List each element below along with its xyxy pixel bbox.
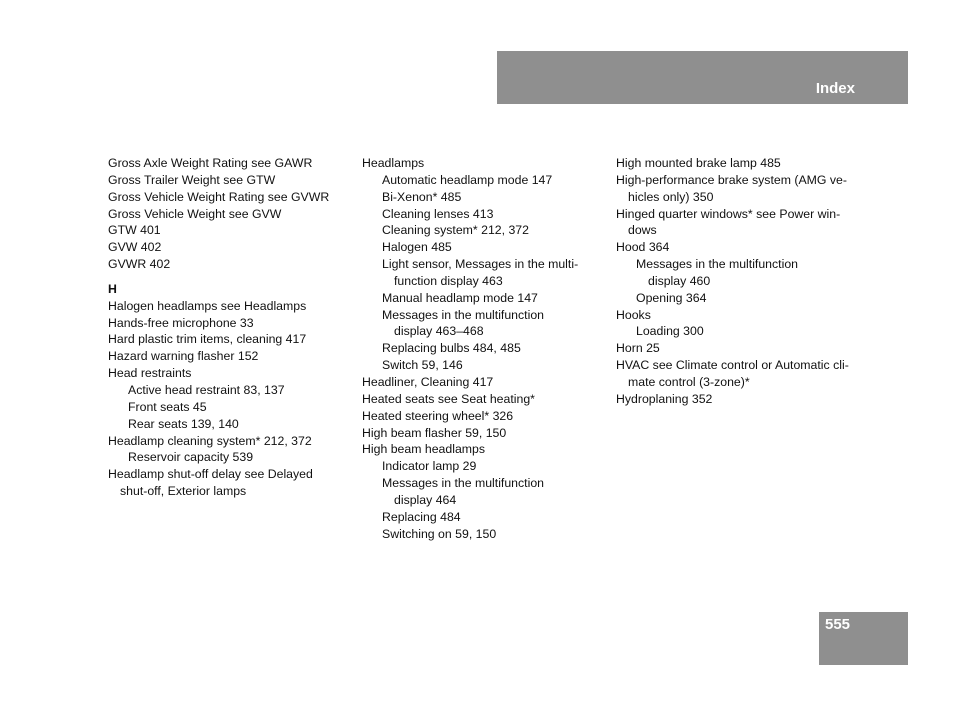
- index-subentry: display 460: [648, 273, 711, 288]
- index-entry: Hard plastic trim items, cleaning 417: [108, 332, 307, 347]
- index-subentry: Messages in the multifunction: [382, 307, 544, 322]
- index-entry: Headlamp cleaning system* 212, 372: [108, 433, 312, 448]
- index-subentry: Automatic headlamp mode 147: [382, 172, 553, 187]
- index-subentry: display 464: [394, 492, 457, 507]
- index-entry: Headliner, Cleaning 417: [362, 374, 494, 389]
- index-subentry: Cleaning system* 212, 372: [382, 223, 529, 238]
- index-subentry: Front seats 45: [128, 399, 207, 414]
- index-entry: mate control (3-zone)*: [628, 374, 750, 389]
- page-number: 555: [825, 616, 851, 633]
- index-subentry: Cleaning lenses 413: [382, 206, 494, 221]
- index-entry: Gross Vehicle Weight Rating see GVWR: [108, 189, 330, 204]
- index-subentry: Switch 59, 146: [382, 358, 463, 373]
- index-entry: HVAC see Climate control or Automatic cli-: [616, 358, 849, 373]
- index-entry: dows: [628, 223, 657, 238]
- index-subentry: Light sensor, Messages in the multi-: [382, 257, 579, 272]
- index-entry: Heated steering wheel* 326: [362, 408, 514, 423]
- index-entry: Hands-free microphone 33: [108, 315, 254, 330]
- index-subentry: display 463–468: [394, 324, 484, 339]
- index-subentry: Loading 300: [636, 324, 704, 339]
- index-entry: Hydroplaning 352: [616, 391, 713, 406]
- index-entry: Gross Trailer Weight see GTW: [108, 172, 276, 187]
- index-subentry: function display 463: [394, 273, 503, 288]
- index-entry: GTW 401: [108, 223, 161, 238]
- index-subentry: Replacing 484: [382, 509, 461, 524]
- index-entry: Head restraints: [108, 366, 192, 381]
- index-entry: Hood 364: [616, 240, 670, 255]
- index-entry: High beam headlamps: [362, 442, 486, 457]
- index-entry: hicles only) 350: [628, 189, 714, 204]
- index-column-2: [362, 155, 607, 542]
- index-subentry: Switching on 59, 150: [382, 526, 497, 541]
- index-subentry: Manual headlamp mode 147: [382, 290, 538, 305]
- section-header-bar: [497, 51, 908, 104]
- index-entry: Headlamps: [362, 156, 425, 170]
- index-subentry: Indicator lamp 29: [382, 459, 477, 474]
- index-entry: Headlamp shut-off delay see Delayed: [108, 467, 313, 482]
- section-title: Index: [815, 80, 855, 97]
- index-entry: Hinged quarter windows* see Power win-: [616, 206, 841, 221]
- index-entry: Halogen headlamps see Headlamps: [108, 298, 307, 313]
- index-entry: Hooks: [616, 307, 651, 322]
- index-entry: GVW 402: [108, 240, 162, 255]
- index-subentry: Halogen 485: [382, 240, 452, 255]
- index-entry: High mounted brake lamp 485: [616, 156, 781, 170]
- index-subentry: Replacing bulbs 484, 485: [382, 341, 521, 356]
- index-entry: Gross Vehicle Weight see GVW: [108, 206, 282, 221]
- index-subentry: Messages in the multifunction: [636, 257, 798, 272]
- index-entry: Hazard warning flasher 152: [108, 349, 259, 364]
- index-subentry: Opening 364: [636, 290, 707, 305]
- index-entry: High-performance brake system (AMG ve-: [616, 172, 847, 187]
- index-subentry: Bi-Xenon* 485: [382, 189, 462, 204]
- index-entry: GVWR 402: [108, 257, 171, 272]
- index-subentry: Reservoir capacity 539: [128, 450, 254, 465]
- index-entry: Horn 25: [616, 341, 660, 356]
- index-subentry: Active head restraint 83, 137: [128, 382, 285, 397]
- index-subentry: Rear seats 139, 140: [128, 416, 239, 431]
- index-column-3: [616, 155, 861, 408]
- index-entry: shut-off, Exterior lamps: [120, 484, 247, 499]
- index-entry: High beam flasher 59, 150: [362, 425, 507, 440]
- page-number-box: [819, 612, 908, 665]
- index-letter-heading: H: [108, 281, 117, 296]
- index-column-1: [108, 155, 353, 500]
- index-entry: Gross Axle Weight Rating see GAWR: [108, 156, 313, 170]
- index-entry: Heated seats see Seat heating*: [362, 391, 535, 406]
- index-subentry: Messages in the multifunction: [382, 476, 544, 491]
